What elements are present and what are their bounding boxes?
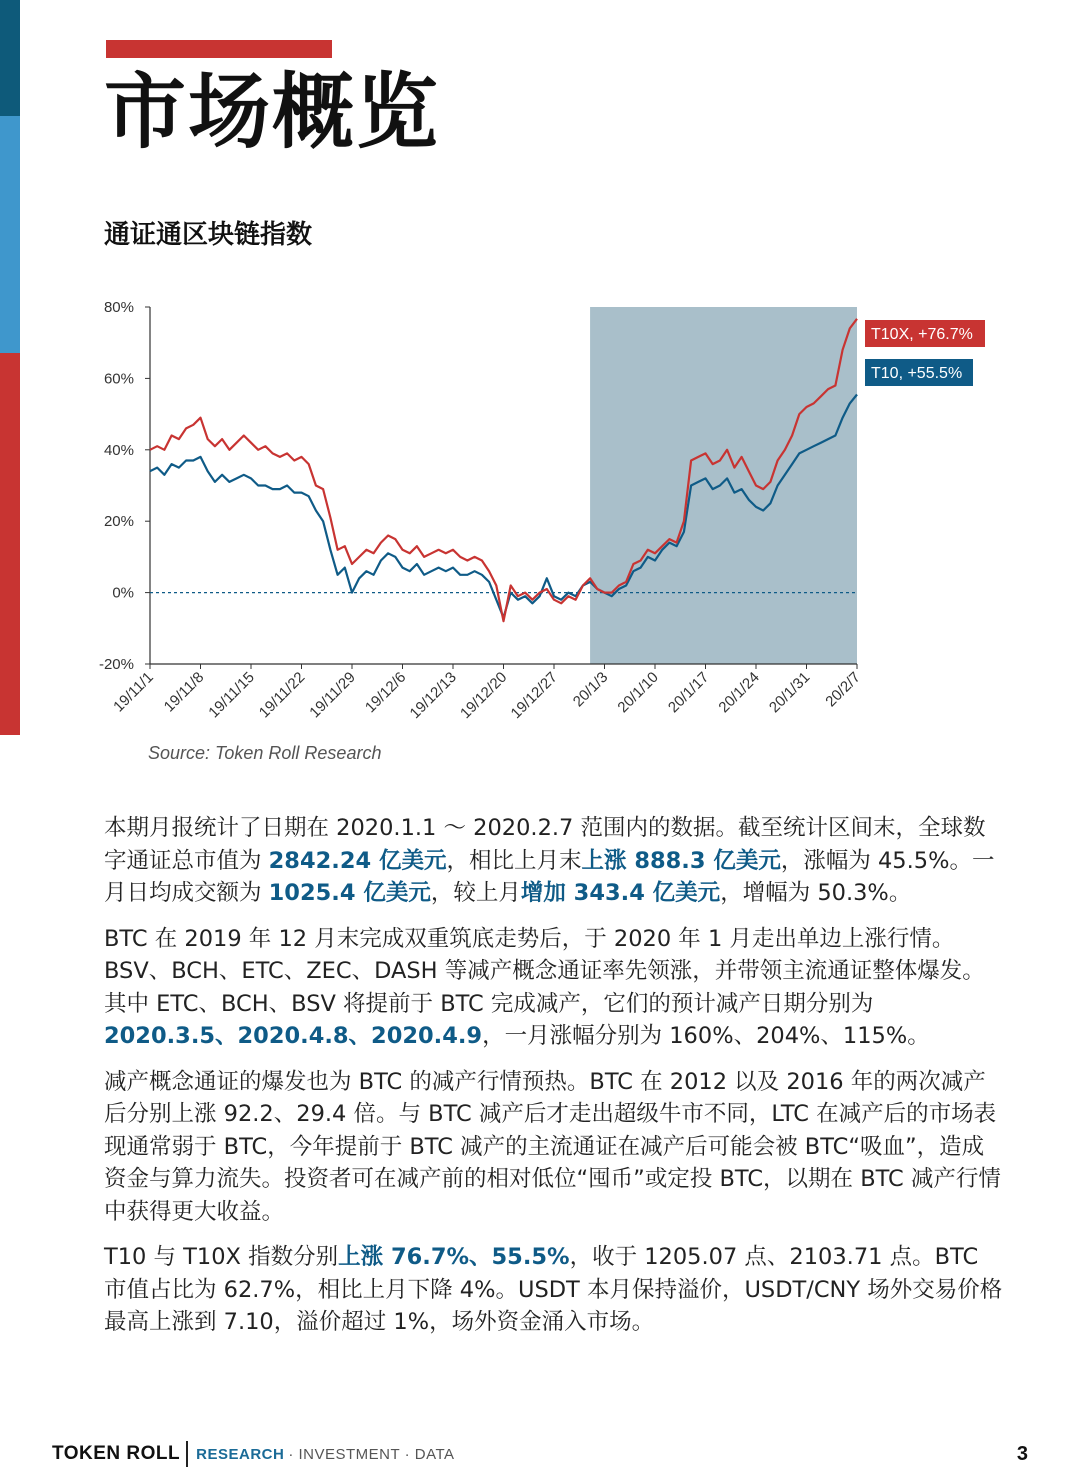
body-paragraph <box>104 1066 1004 1229</box>
index-line-chart <box>0 280 1080 740</box>
y-tick-label: 40% <box>103 441 134 459</box>
chart-source: Source: Token Roll Research <box>148 743 382 763</box>
body-text-run: ，较上月 <box>430 880 521 906</box>
body-paragraph <box>104 923 1004 1053</box>
body-text-run: T10 与 T10X 指数分别 <box>104 1244 339 1270</box>
body-text-run: BTC 在 2019 年 12 月末完成双重筑底走势后，于 2020 年 1 月走出单边上涨行情。BSV、BCH、ETC、ZEC、DASH 等减产概念通证率先领涨，并带领主流通证整体爆发。其中 ETC、BCH、BSV 将提前于 BTC 完成减产，它们的预计减产日期分别为 <box>104 925 985 1017</box>
footer-tagline: · INVESTMENT · DATA <box>288 1445 455 1463</box>
y-tick-label: 20% <box>103 513 134 531</box>
x-tick-label: 19/11/22 <box>255 668 309 722</box>
x-tick-label: 19/12/13 <box>406 668 460 723</box>
x-tick-label: 19/11/29 <box>306 668 359 722</box>
highlight-text: 上涨 888.3 亿美元 <box>581 847 781 874</box>
x-tick-label: 19/12/27 <box>507 668 561 723</box>
page-title: 市场概览 <box>104 65 441 160</box>
shaded-period <box>590 307 857 664</box>
x-tick-label: 19/12/6 <box>361 668 410 717</box>
x-tick-label: 19/11/15 <box>205 668 258 722</box>
highlight-text: 2020.3.5、2020.4.8、2020.4.9 <box>104 1023 483 1049</box>
x-tick-label: 20/1/17 <box>664 668 713 717</box>
body-text-run: ，相比上月末 <box>446 847 582 874</box>
body-text-run: ，增幅为 50.3%。 <box>720 880 912 906</box>
highlight-text: 上涨 76.7%、55.5% <box>338 1244 570 1270</box>
y-tick-label: 0% <box>112 584 134 602</box>
x-tick-label: 19/11/8 <box>160 668 208 716</box>
body-text-run: 减产概念通证的爆发也为 BTC 的减产行情预热。BTC 在 2012 以及 2016 年的两次减产后分别上涨 92.2、29.4 倍。与 BTC 减产后才走出超级牛市不同，LTC 在减产后的市场表现通常弱于 BTC，今年提前于 BTC 减产的主流通证在减产后可能会被 BTC“吸血”，造成资金与算力流失。投资者可在减产前的相对低位“囤币”或定投 BTC，以期在 BTC 减产行情中获得更大收益。 <box>104 1068 1001 1225</box>
x-tick-label: 19/11/1 <box>110 668 157 716</box>
y-tick-label: 80% <box>103 299 134 316</box>
body-text-run: ，一月涨幅分别为 160%、204%、115%。 <box>482 1023 930 1049</box>
x-tick-label: 20/1/31 <box>765 668 814 717</box>
page-number: 3 <box>1016 1443 1028 1465</box>
x-tick-label: 20/1/10 <box>614 668 662 717</box>
x-tick-label: 19/12/20 <box>457 668 511 723</box>
sidebar-stripe-dark-blue <box>0 0 20 116</box>
footer-research: RESEARCH <box>196 1445 285 1463</box>
y-tick-label: 60% <box>103 370 134 388</box>
body-text-run: 本期月报统计了日期在 2020.1.1 ～ 2020.2.7 范围内的数据。截至统计区间末，全球数字通证总市值为 <box>104 815 986 874</box>
footer-separator <box>186 1441 188 1467</box>
footer <box>52 1441 455 1467</box>
x-tick-label: 20/1/24 <box>715 668 763 717</box>
footer-brand: TOKEN ROLL <box>52 1443 181 1464</box>
body-text <box>104 812 1004 1352</box>
legend-label: T10, +55.5% <box>871 365 963 382</box>
body-text-run: ，收于 1205.07 点、2103.71 点。BTC 市值占比为 62.7%，相比上月下降 4%。USDT 本月保持溢价，USDT/CNY 场外交易价格最高上涨到 7.10，溢价超过 1%，场外资金涌入市场。 <box>104 1244 1003 1335</box>
highlight-text: 增加 343.4 亿美元 <box>520 880 721 906</box>
title-accent-rule <box>106 40 332 58</box>
highlight-text: 2842.24 亿美元 <box>268 847 447 874</box>
body-paragraph <box>104 812 1004 910</box>
x-tick-label: 20/2/7 <box>822 668 864 711</box>
body-paragraph <box>104 1241 1004 1339</box>
chart-section-title: 通证通区块链指数 <box>104 220 313 250</box>
highlight-text: 1025.4 亿美元 <box>268 880 431 906</box>
legend-label: T10X, +76.7% <box>871 326 973 343</box>
x-tick-label: 20/1/3 <box>569 668 612 711</box>
y-tick-label: -20% <box>98 656 134 673</box>
body-text-run: ，涨幅为 45.5%。一月日均成交额为 <box>104 847 995 906</box>
